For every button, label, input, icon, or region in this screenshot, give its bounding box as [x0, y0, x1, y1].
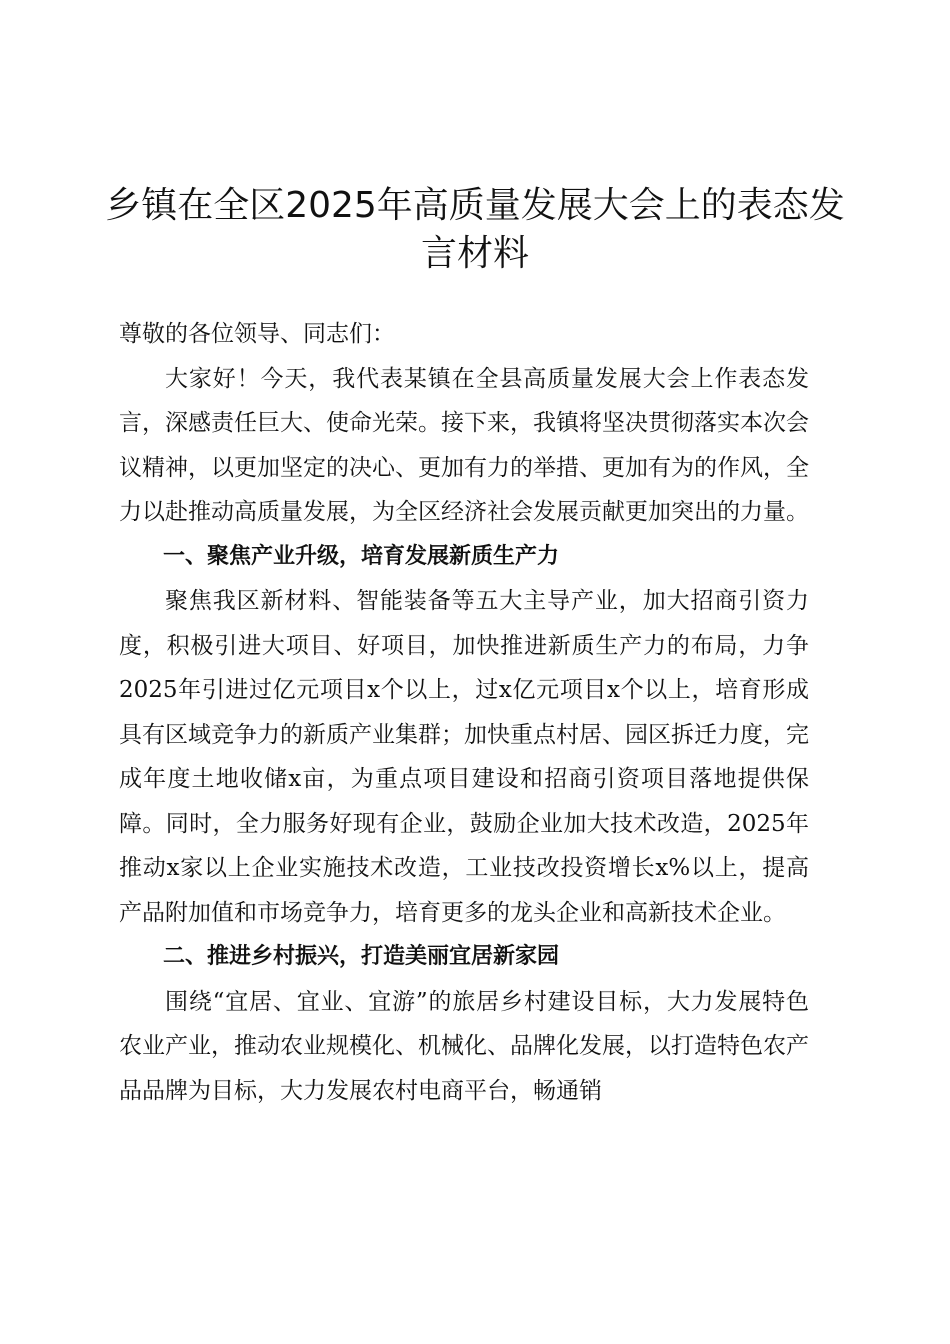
paragraph-intro: 大家好！今天，我代表某镇在全县高质量发展大会上作表态发言，深感责任巨大、使命光荣。接下来，我镇将坚决贯彻落实本次会议精神，以更加坚定的决心、更加有力的举措、更加有为的作风，全力以赴推动高质量发展，为全区经济社会发展贡献更加突出的力量。 [119, 365, 809, 525]
section-heading-2: 二、推进乡村振兴，打造美丽宜居新家园 [163, 944, 560, 969]
section-heading-1: 一、聚焦产业升级，培育发展新质生产力 [163, 543, 560, 569]
document-title: 乡镇在全区2025年高质量发展大会上的表态发言材料 [105, 185, 845, 274]
paragraph-section-1: 聚焦我区新材料、智能装备等五大主导产业，加大招商引资力度，积极引进大项目、好项目，加快推进新质生产力的布局，力争2025年引进过亿元项目x个以上，过x亿元项目x个以上，培育形成具有区域竞争力的新质产业集群；加快重点村居、园区拆迁力度，完成年度土地收储x亩，为重点项目建设和招商引资项目落地提供保障。同时，全力服务好现有企业，鼓励企业加大技术改造，2025年推动x家以上企业实施技术改造，工业技改投资增长x%以上，提高产品附加值和市场竞争力，培育更多的龙头企业和高新技术企业。 [119, 588, 810, 926]
paragraph-section-2: 围绕“宜居、宜业、宜游”的旅居乡村建设目标，大力发展特色农业产业，推动农业规模化、机械化、品牌化发展，以打造特色农产品品牌为目标，大力发展农村电商平台，畅通销 [119, 988, 809, 1104]
salutation: 尊敬的各位领导、同志们： [119, 321, 395, 347]
document-body [119, 312, 809, 1113]
